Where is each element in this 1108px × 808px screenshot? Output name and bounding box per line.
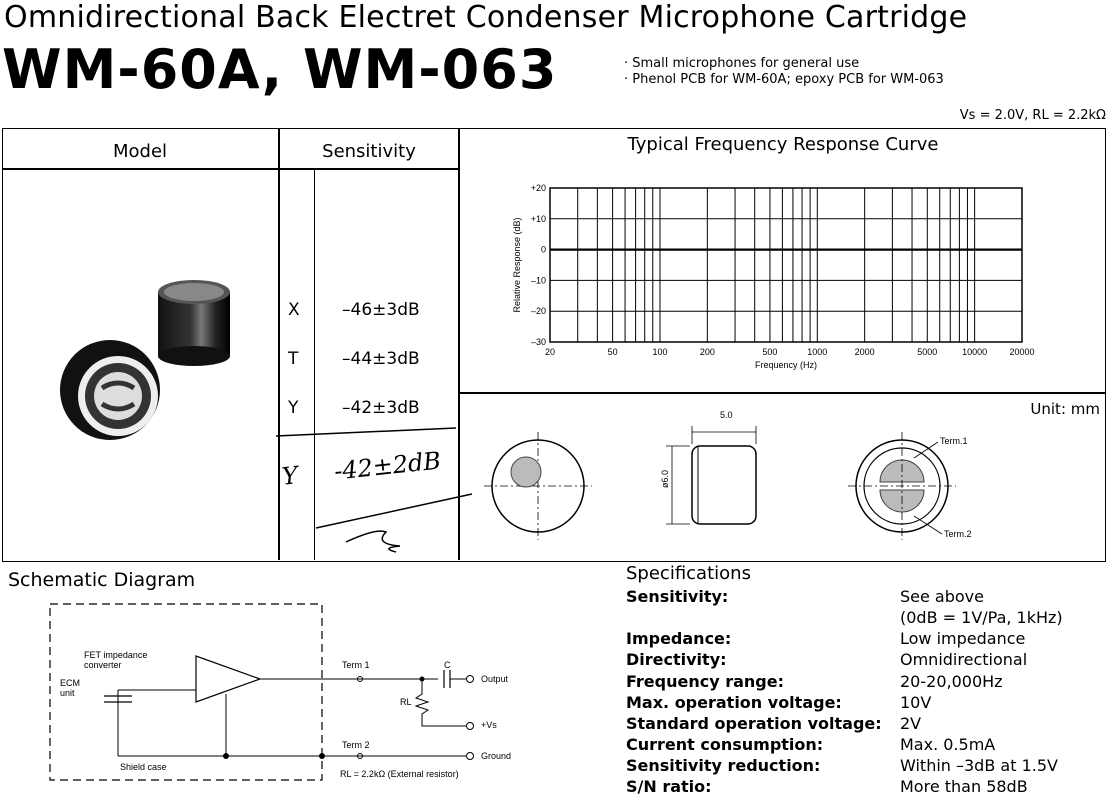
ecm-label: ECM unit bbox=[60, 678, 80, 698]
dimension-drawings bbox=[462, 396, 1102, 558]
y-tick-label: –10 bbox=[530, 275, 546, 286]
x-tick-label: 20 bbox=[544, 347, 556, 357]
x-tick-label: 500 bbox=[762, 347, 778, 357]
frequency-header: Typical Frequency Response Curve bbox=[627, 134, 939, 155]
sensitivity-value-x: –46±3dB bbox=[342, 300, 420, 320]
side-view-drawing bbox=[666, 426, 756, 524]
document-title: Omnidirectional Back Electret Condenser Microphone Cartridge bbox=[4, 0, 968, 35]
y-tick-label: +10 bbox=[530, 213, 546, 224]
spec-label: Directivity: bbox=[626, 650, 727, 669]
term1-label: Term.1 bbox=[940, 436, 968, 446]
y-tick-label: 0 bbox=[540, 244, 546, 255]
x-tick-label: 200 bbox=[699, 347, 715, 357]
bullet-2: · Phenol PCB for WM-60A; epoxy PCB for WM-063 bbox=[624, 72, 944, 87]
x-tick-label: 100 bbox=[652, 347, 668, 357]
y-axis-label: Relative Response (dB) bbox=[512, 217, 522, 313]
model-numbers: WM-60A, WM-063 bbox=[2, 38, 558, 101]
y-tick-label: +20 bbox=[530, 183, 546, 193]
spec-label: Sensitivity: bbox=[626, 587, 729, 606]
sensitivity-value-t: –44±3dB bbox=[342, 349, 420, 369]
specifications-title: Specifications bbox=[626, 563, 751, 584]
x-tick-label: 2000 bbox=[854, 347, 875, 357]
sensitivity-header: Sensitivity bbox=[322, 141, 416, 162]
term2-schematic-label: Term 2 bbox=[342, 740, 370, 750]
test-conditions: Vs = 2.0V, RL = 2.2kΩ bbox=[959, 108, 1106, 123]
diameter-dimension-label: ø6.0 bbox=[660, 469, 670, 488]
capsule-bottom-view-image bbox=[60, 340, 160, 440]
term1-schematic-label: Term 1 bbox=[342, 660, 370, 670]
rear-view-drawing bbox=[848, 432, 956, 540]
spec-value: (0dB = 1V/Pa, 1kHz) bbox=[900, 608, 1063, 627]
x-tick-label: 10000 bbox=[962, 347, 988, 357]
schematic-diagram bbox=[40, 598, 530, 788]
unit-label: Unit: mm bbox=[1030, 400, 1100, 418]
y-tick-label: –30 bbox=[530, 337, 546, 347]
spec-label: Frequency range: bbox=[626, 672, 784, 691]
model-header: Model bbox=[112, 141, 168, 162]
sensitivity-code-y: Y bbox=[288, 398, 299, 418]
y-tick-label: –20 bbox=[530, 306, 546, 317]
spec-label: Standard operation voltage: bbox=[626, 714, 882, 733]
sensitivity-code-x: X bbox=[288, 300, 300, 320]
feature-bullets bbox=[624, 56, 944, 88]
sensitivity-value-y: –42±3dB bbox=[342, 398, 420, 418]
x-axis-label: Frequency (Hz) bbox=[754, 360, 818, 370]
shield-label: Shield case bbox=[120, 762, 167, 772]
microphone-photo bbox=[40, 270, 260, 460]
ground-label: Ground bbox=[481, 751, 512, 761]
x-tick-label: 20000 bbox=[1009, 347, 1035, 357]
plot-frame bbox=[550, 188, 1022, 342]
capsule-top-view-image bbox=[158, 280, 230, 366]
spec-value: Low impedance bbox=[900, 629, 1026, 648]
spec-value: 2V bbox=[900, 714, 922, 733]
spec-label: Max. operation voltage: bbox=[626, 693, 842, 712]
spec-value: 20-20,000Hz bbox=[900, 672, 1003, 691]
spec-label: S/N ratio: bbox=[626, 777, 712, 796]
spec-label: Impedance: bbox=[626, 629, 732, 648]
header-divider bbox=[2, 168, 460, 170]
spec-value: Max. 0.5mA bbox=[900, 735, 996, 754]
spec-value: Within –3dB at 1.5V bbox=[900, 756, 1058, 775]
x-tick-label: 50 bbox=[607, 347, 618, 357]
resistor-label: RL bbox=[400, 697, 412, 707]
spec-value: Omnidirectional bbox=[900, 650, 1028, 669]
vs-label: +Vs bbox=[481, 720, 497, 730]
fet-label: FET impedance converter bbox=[84, 650, 148, 670]
frequency-response-chart bbox=[462, 172, 1102, 386]
x-tick-label: 5000 bbox=[917, 347, 938, 357]
handwritten-strokes bbox=[276, 424, 476, 554]
spec-label: Sensitivity reduction: bbox=[626, 756, 821, 775]
term2-label: Term.2 bbox=[944, 529, 972, 539]
spec-value: See above bbox=[900, 587, 984, 606]
spec-value: More than 58dB bbox=[900, 777, 1028, 796]
handwritten-value: -42±2dB bbox=[332, 446, 443, 486]
output-label: Output bbox=[481, 674, 509, 684]
sensitivity-code-t: T bbox=[288, 349, 299, 369]
spec-value: 10V bbox=[900, 693, 932, 712]
handwritten-code: Y bbox=[280, 461, 300, 491]
width-dimension-label: 5.0 bbox=[720, 410, 733, 420]
front-view-drawing bbox=[484, 432, 592, 540]
spec-label: Current consumption: bbox=[626, 735, 824, 754]
bullet-1: · Small microphones for general use bbox=[624, 56, 860, 71]
capacitor-label: C bbox=[444, 660, 451, 670]
schematic-title: Schematic Diagram bbox=[8, 569, 196, 591]
x-tick-label: 1000 bbox=[807, 347, 828, 357]
chart-divider bbox=[458, 392, 1106, 394]
rl-note: RL = 2.2kΩ (External resistor) bbox=[340, 769, 459, 779]
